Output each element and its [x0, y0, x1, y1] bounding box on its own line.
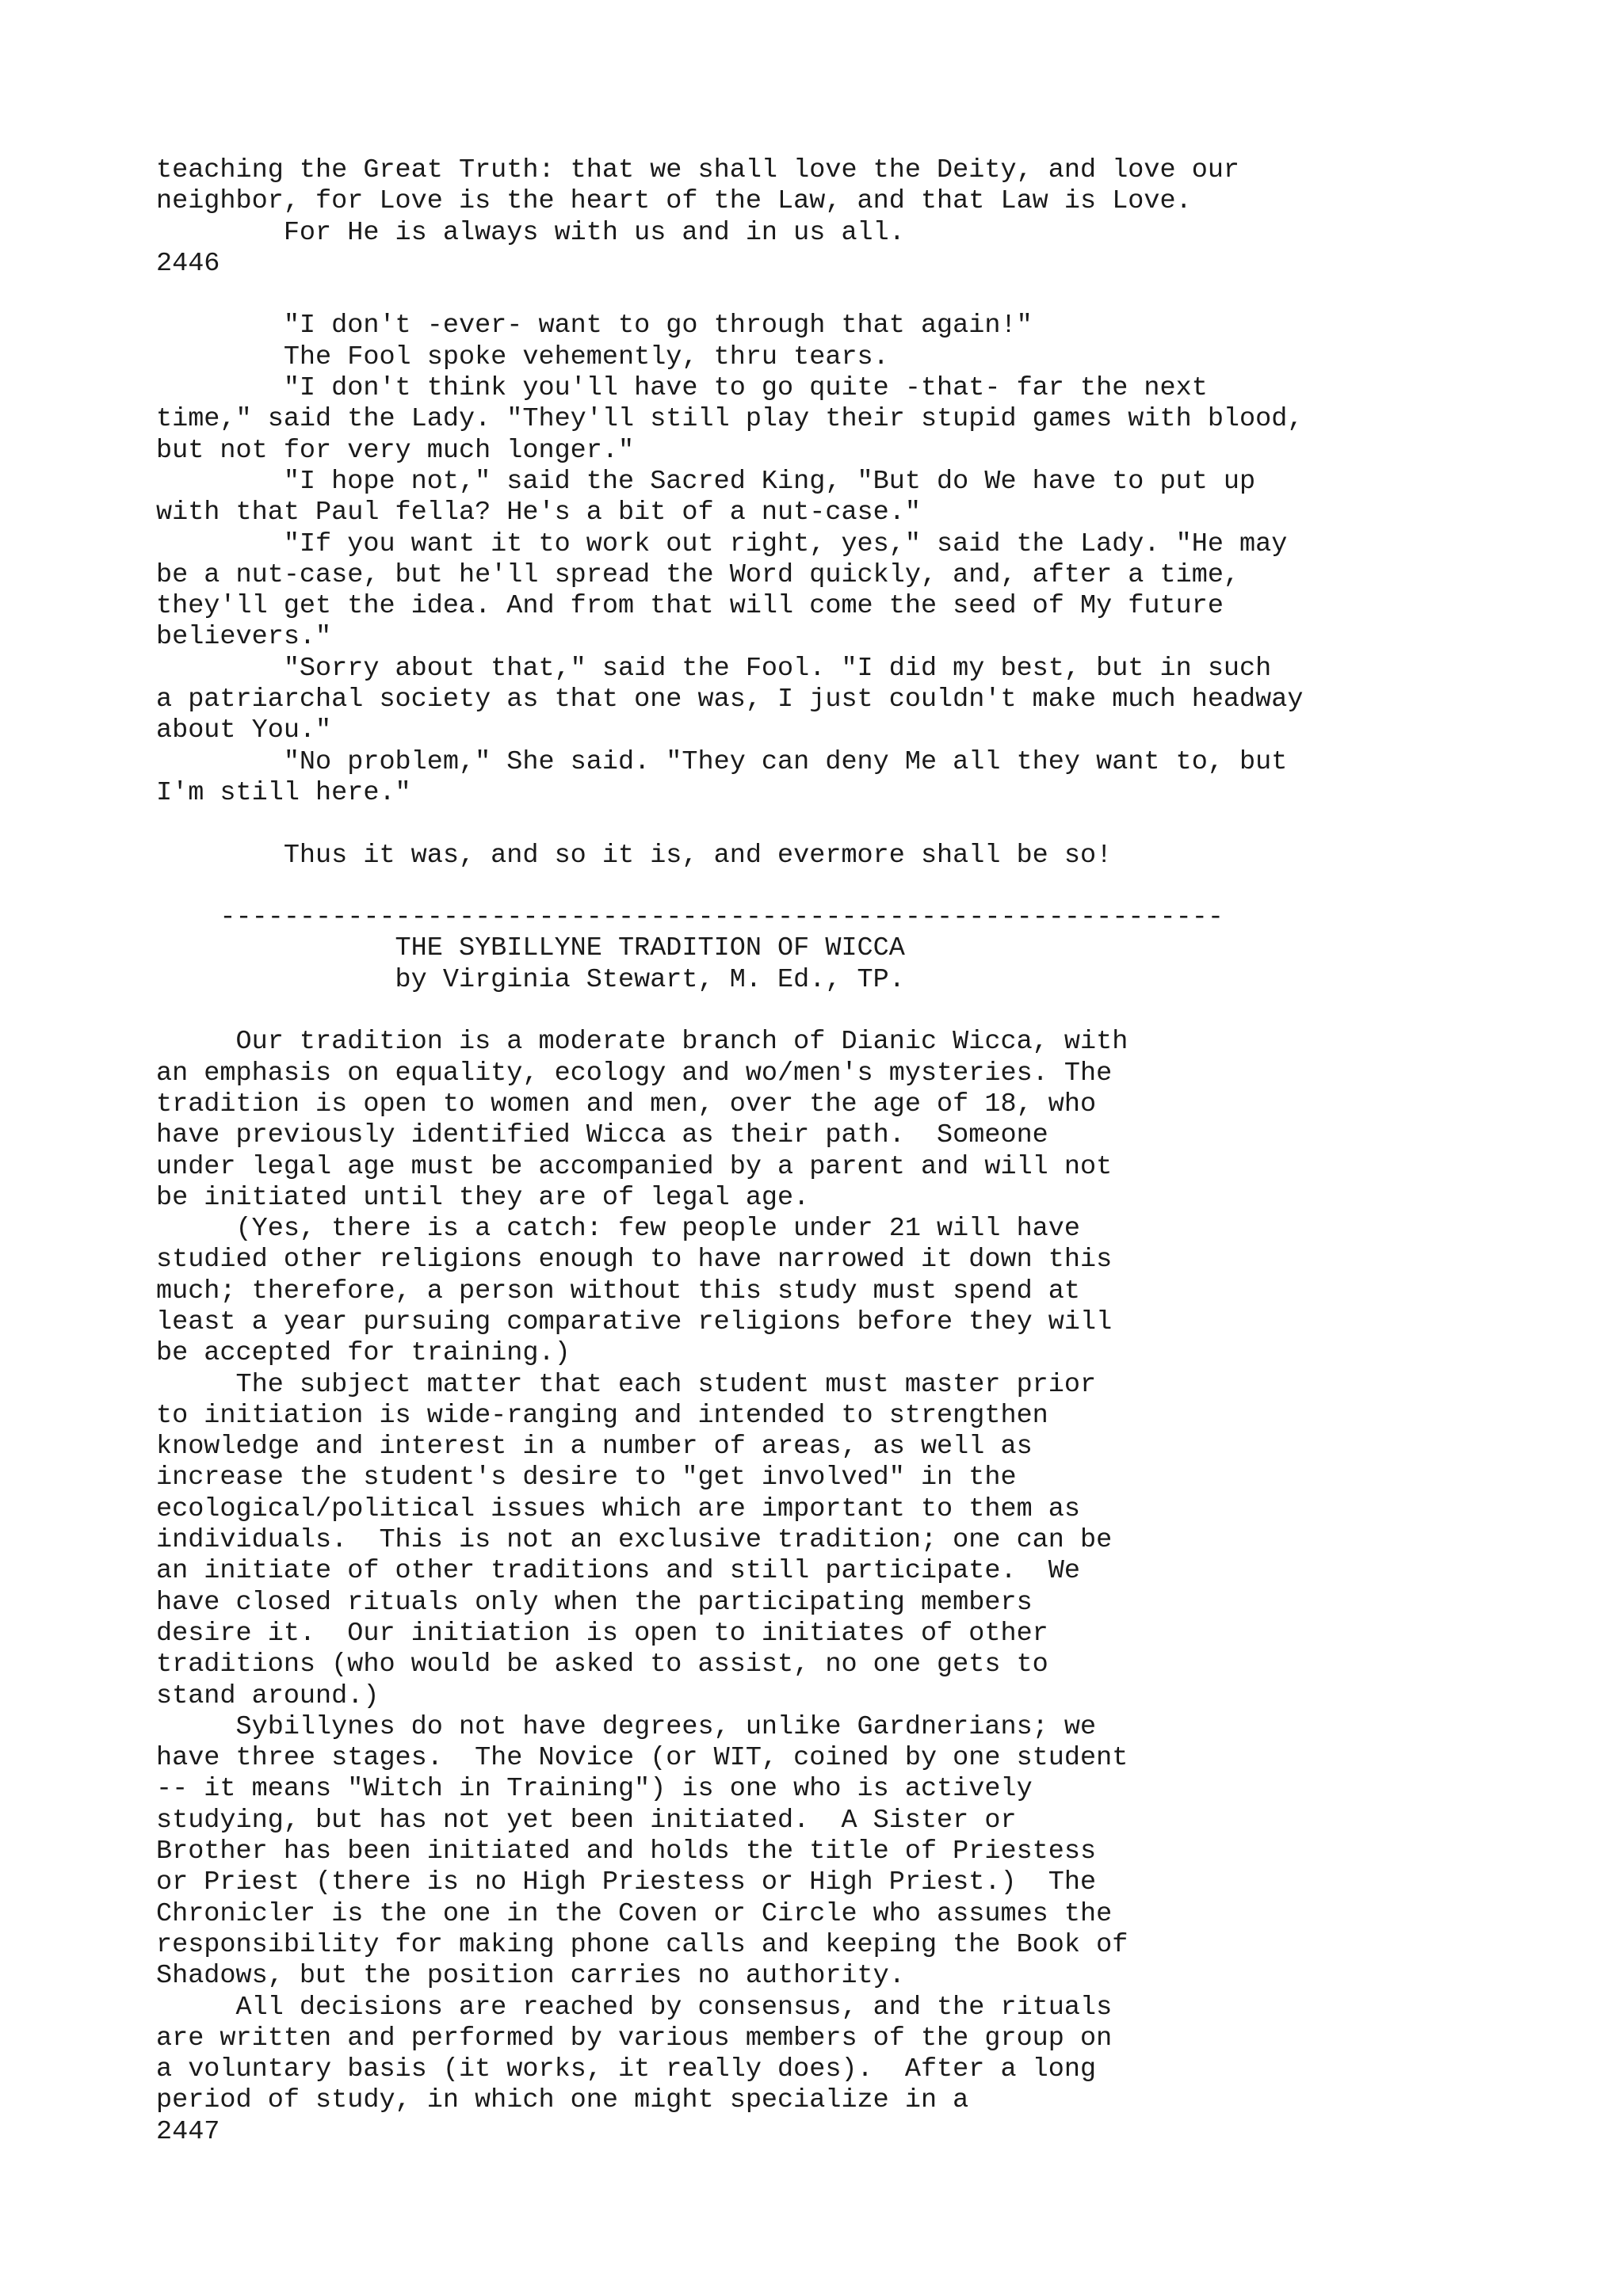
text-line: they'll get the idea. And from that will come the seed of My future [156, 591, 1224, 622]
text-line: "No problem," She said. "They can deny Me all they want to, but [156, 746, 1288, 777]
text-line: have closed rituals only when the participating members [156, 1587, 1033, 1618]
text-line: 2446 [156, 248, 220, 279]
text-line: to initiation is wide-ranging and intended to strengthen [156, 1400, 1048, 1431]
text-line: with that Paul fella? He's a bit of a nut-case." [156, 498, 921, 528]
text-line: --------------------------------------------------------------- [156, 902, 1224, 933]
text-line: much; therefore, a person without this study must spend at [156, 1276, 1080, 1306]
blank-line [156, 996, 1303, 1027]
text-line: The Fool spoke vehemently, thru tears. [156, 341, 889, 372]
text-line: THE SYBILLYNE TRADITION OF WICCA [156, 933, 905, 964]
text-line: "If you want it to work out right, yes," said the Lady. "He may [156, 528, 1288, 559]
text-line: traditions (who would be asked to assist, no one gets to [156, 1650, 1048, 1680]
text-line: least a year pursuing comparative religions before they will [156, 1306, 1113, 1337]
blank-line [156, 809, 1303, 840]
text-line: studied other religions enough to have narrowed it down this [156, 1245, 1113, 1276]
document-text [156, 155, 1303, 2148]
text-line: "I don't -ever- want to go through that again!" [156, 311, 1033, 341]
text-line: For He is always with us and in us all. [156, 217, 905, 248]
text-line: "Sorry about that," said the Fool. "I did my best, but in such [156, 653, 1272, 684]
text-line: under legal age must be accompanied by a parent and will not [156, 1151, 1113, 1182]
text-line: stand around.) [156, 1680, 380, 1711]
text-line: I'm still here." [156, 777, 411, 808]
text-line: responsibility for making phone calls and keeping the Book of [156, 1929, 1128, 1960]
text-line: neighbor, for Love is the heart of the Law, and that Law is Love. [156, 186, 1192, 217]
text-line: "I don't think you'll have to go quite -that- far the next [156, 373, 1208, 404]
text-line: by Virginia Stewart, M. Ed., TP. [156, 964, 905, 995]
text-line: be initiated until they are of legal age. [156, 1182, 810, 1213]
text-line: (Yes, there is a catch: few people under 21 will have [156, 1214, 1080, 1245]
text-line: increase the student's desire to "get involved" in the [156, 1463, 1017, 1493]
blank-line [156, 871, 1303, 902]
text-line: period of study, in which one might specialize in a [156, 2085, 969, 2116]
text-line: "I hope not," said the Sacred King, "But do We have to put up [156, 466, 1256, 497]
text-line: but not for very much longer." [156, 435, 635, 466]
text-line: The subject matter that each student must master prior [156, 1369, 1097, 1400]
text-line: All decisions are reached by consensus, and the rituals [156, 1992, 1113, 2023]
text-line: Brother has been initiated and holds the title of Priestess [156, 1836, 1097, 1867]
text-line: time," said the Lady. "They'll still play their stupid games with blood, [156, 404, 1304, 435]
text-line: believers." [156, 622, 332, 653]
blank-line [156, 280, 1303, 311]
text-line: or Priest (there is no High Priestess or High Priest.) The [156, 1867, 1097, 1898]
text-line: ecological/political issues which are important to them as [156, 1493, 1080, 1524]
text-line: Chronicler is the one in the Coven or Circle who assumes the [156, 1898, 1113, 1929]
text-line: be a nut-case, but he'll spread the Word quickly, and, after a time, [156, 559, 1240, 590]
text-line: desire it. Our initiation is open to initiates of other [156, 1618, 1048, 1649]
text-line: studying, but has not yet been initiated. A Sister or [156, 1805, 1017, 1836]
text-line: knowledge and interest in a number of areas, as well as [156, 1432, 1033, 1463]
text-line: teaching the Great Truth: that we shall love the Deity, and love our [156, 155, 1240, 185]
text-line: individuals. This is not an exclusive tradition; one can be [156, 1525, 1113, 1556]
text-line: 2447 [156, 2116, 220, 2147]
text-line: Shadows, but the position carries no authority. [156, 1961, 905, 1992]
text-line: an emphasis on equality, ecology and wo/men's mysteries. The [156, 1058, 1113, 1089]
text-line: have previously identified Wicca as their path. Someone [156, 1120, 1048, 1151]
text-line: Thus it was, and so it is, and evermore shall be so! [156, 840, 1113, 871]
text-line: -- it means "Witch in Training") is one who is actively [156, 1774, 1033, 1805]
text-line: a patriarchal society as that one was, I just couldn't make much headway [156, 685, 1304, 715]
text-line: Sybillynes do not have degrees, unlike Gardnerians; we [156, 1711, 1097, 1742]
text-line: Our tradition is a moderate branch of Dianic Wicca, with [156, 1027, 1128, 1058]
text-line: tradition is open to women and men, over the age of 18, who [156, 1089, 1097, 1119]
text-line: an initiate of other traditions and still participate. We [156, 1556, 1080, 1587]
text-line: are written and performed by various members of the group on [156, 2023, 1113, 2054]
text-line: a voluntary basis (it works, it really does). After a long [156, 2054, 1097, 2085]
text-line: about You." [156, 715, 332, 746]
text-line: be accepted for training.) [156, 1338, 571, 1369]
text-line: have three stages. The Novice (or WIT, coined by one student [156, 1743, 1128, 1774]
